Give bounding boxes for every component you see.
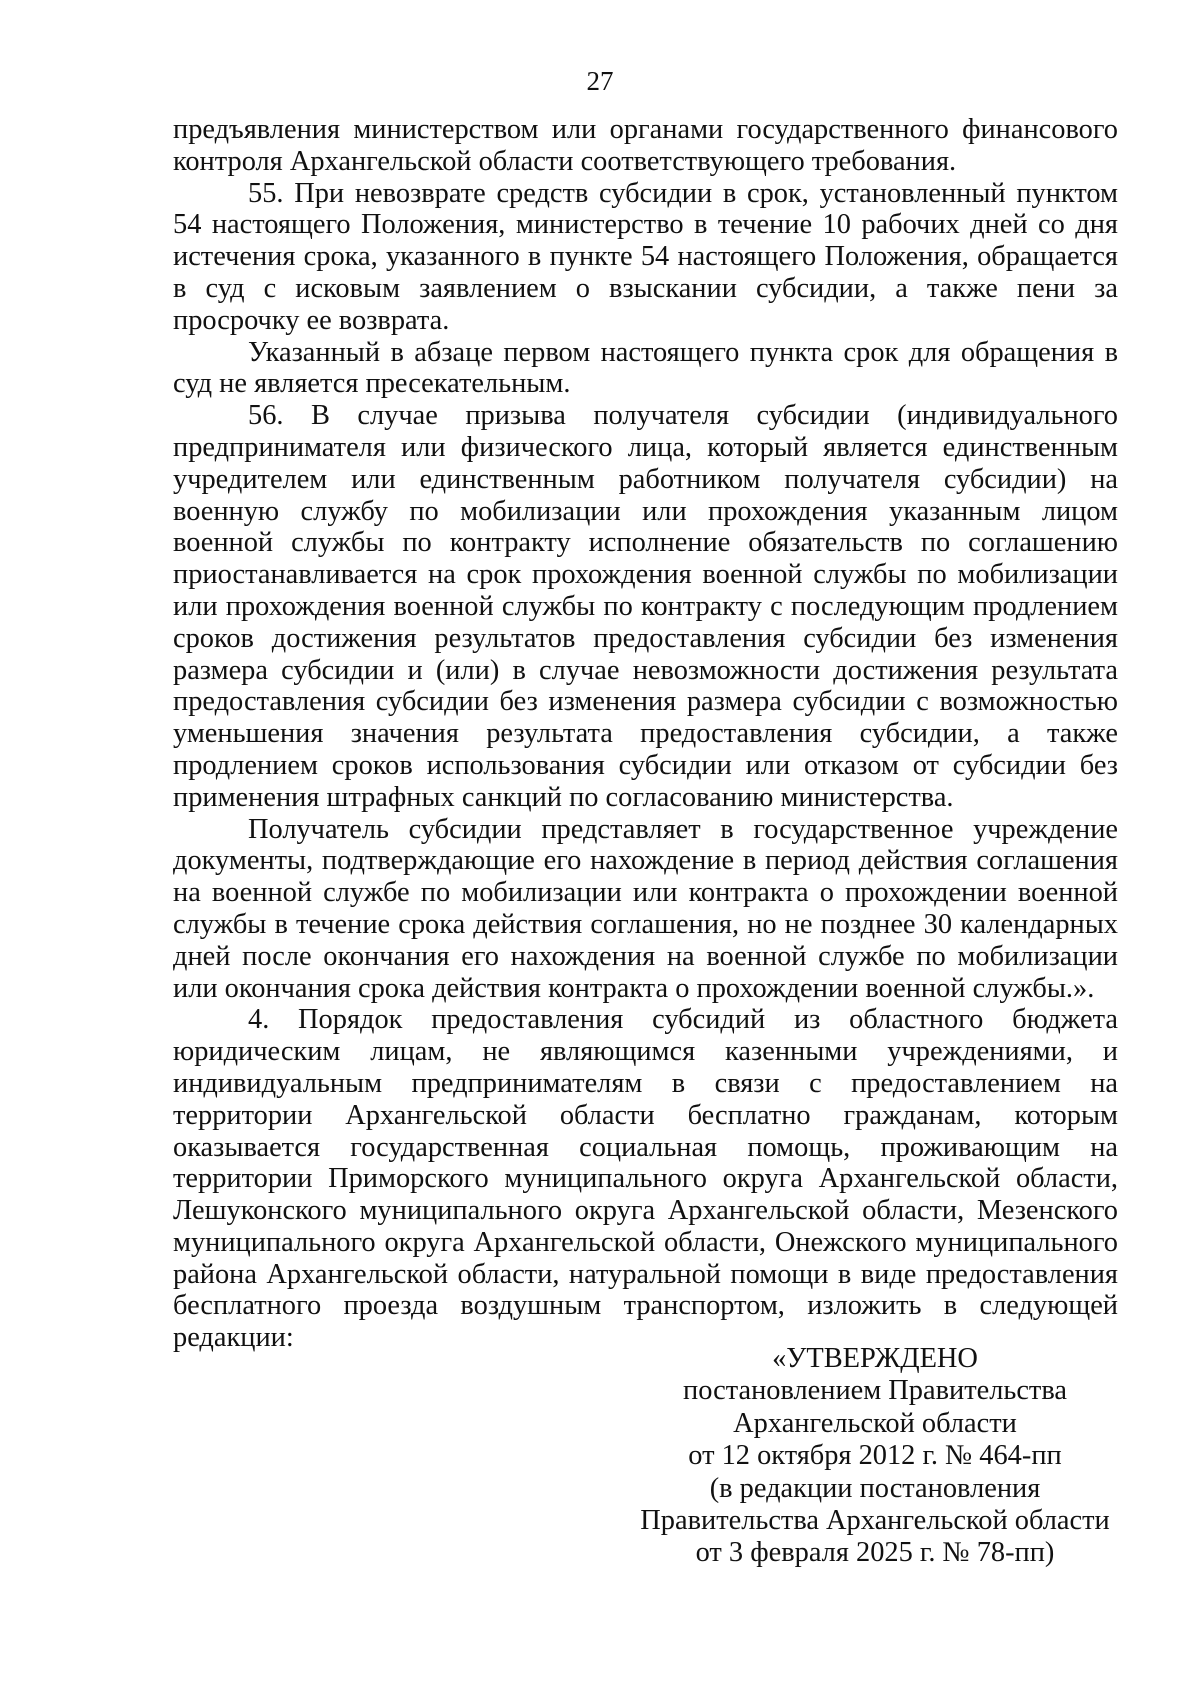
paragraph-item-55: 55. При невозврате средств субсидии в срок, установленный пунктом 54 настоящего Положения, министерство в течение 10 рабочих дней со дня истечения срока, указанного в пункте 54 настоящего Положения, обращается в суд с исковым заявлением о взыскании субсидии, а также пени за просрочку ее возврата. [173, 177, 1118, 336]
approval-line: постановлением Правительства [683, 1375, 1067, 1407]
approval-line: Правительства Архангельской области [640, 1505, 1110, 1537]
paragraph-item-4: 4. Порядок предоставления субсидий из областного бюджета юридическим лицам, не являющимся казенными учреждениями, и индивидуальным предпринимателям в связи с предоставлением на территории Архангельской области бесплатно гражданам, которым оказывается государственная социальная помощь, проживающим на территории Приморского муниципального округа Архангельской области, Лешуконского муниципального округа Архангельской области, Мезенского муниципального округа Архангельской области, Онежского муниципального района Архангельской области, натуральной помощи в виде предоставления бесплатного проезда воздушным транспортом, изложить в следующей редакции: [173, 1004, 1118, 1354]
page-number: 27 [586, 66, 614, 96]
approval-heading: «УТВЕРЖДЕНО [772, 1343, 978, 1374]
document-body [173, 114, 1118, 1354]
approval-date-line: от 12 октября 2012 г. № 464-пп [688, 1440, 1062, 1472]
approval-date-line: от 3 февраля 2025 г. № 78-пп) [695, 1537, 1055, 1569]
approval-block [630, 1343, 1120, 1570]
paragraph-item-56-documents: Получатель субсидии представляет в государственное учреждение документы, подтверждающие его нахождение в период действия соглашения на военной службе по мобилизации или контракта о прохождении военной службы в течение срока действия соглашения, но не позднее 30 календарных дней после окончания его нахождения на военной службе по мобилизации или окончания срока действия контракта о прохождении военной службы.». [173, 813, 1118, 1004]
approval-line: (в редакции постановления [709, 1472, 1041, 1504]
approval-line: Архангельской области [733, 1407, 1017, 1439]
paragraph-item-56: 56. В случае призыва получателя субсидии (индивидуального предпринимателя или физического лица, который является единственным учредителем или единственным работником получателя субсидии) на военную службу по мобилизации или прохождения указанным лицом военной службы по контракту исполнение обязательств по соглашению приостанавливается на срок прохождения военной службы по мобилизации или прохождения военной службы по контракту с последующим продлением сроков достижения результатов предоставления субсидии без изменения размера субсидии и (или) в случае невозможности достижения результата предоставления субсидии без изменения размера субсидии с возможностью уменьшения значения результата предоставления субсидии, а также продлением сроков использования субсидии или отказом от субсидии без применения штрафных санкций по согласованию министерства. [173, 400, 1118, 813]
paragraph-continuation: предъявления министерством или органами государственного финансового контроля Архангельской области соответствующего требования. [173, 114, 1118, 177]
paragraph-item-55-deadline-note: Указанный в абзаце первом настоящего пункта срок для обращения в суд не является пресекательным. [173, 336, 1118, 400]
